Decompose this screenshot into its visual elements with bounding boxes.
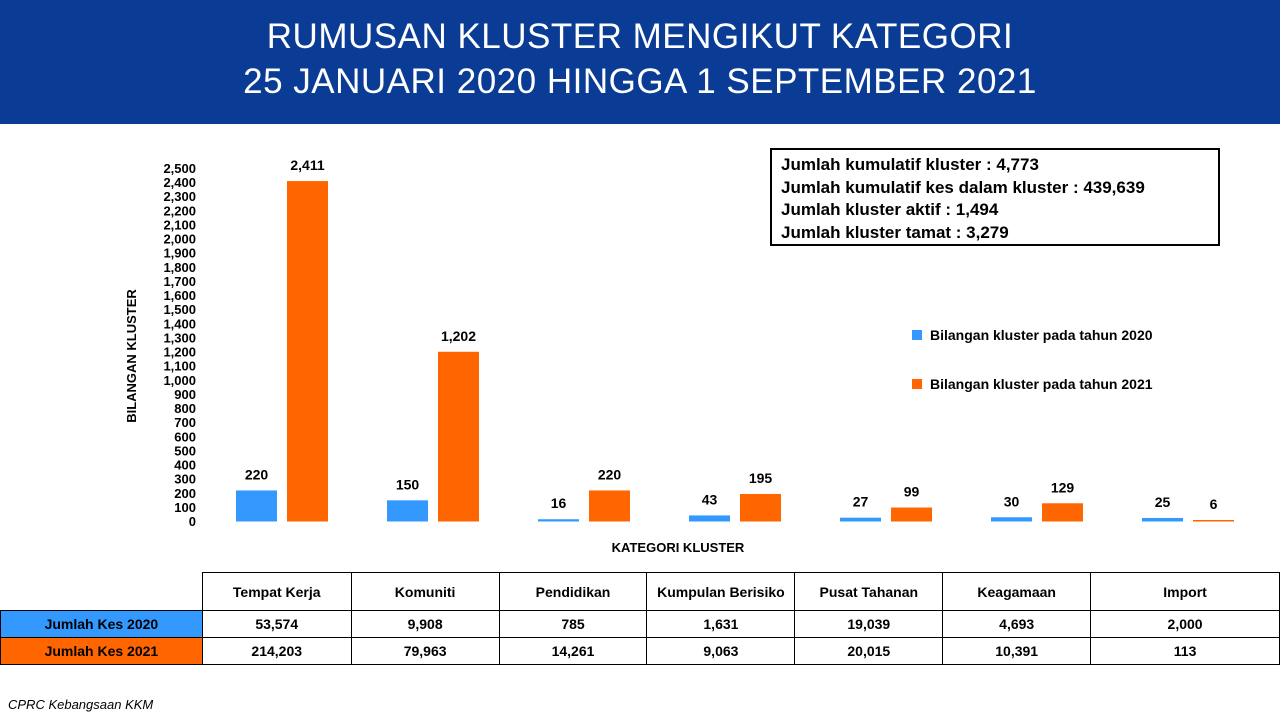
table-cell: 2,000 xyxy=(1091,611,1280,638)
table-cell: 53,574 xyxy=(202,611,351,638)
data-label: 2,411 xyxy=(290,157,325,174)
table-header-cell: Pusat Tahanan xyxy=(795,573,943,611)
y-tick-label: 600 xyxy=(174,429,196,445)
table-header-cell: Keagamaan xyxy=(943,573,1091,611)
data-label: 99 xyxy=(903,483,920,500)
bar-2020 xyxy=(991,517,1032,521)
y-axis-label: BILANGAN KLUSTER xyxy=(124,289,139,423)
y-tick-label: 1,000 xyxy=(163,372,196,388)
table-cell: 79,963 xyxy=(351,638,499,665)
y-tick-label: 400 xyxy=(174,457,196,473)
data-label: 150 xyxy=(395,476,420,493)
bar-2020 xyxy=(689,515,730,521)
y-tick-label: 800 xyxy=(174,401,196,417)
data-label: 6 xyxy=(1209,496,1218,512)
source-note: CPRC Kebangsaan KKM xyxy=(8,697,154,712)
table-cell: 214,203 xyxy=(202,638,351,665)
bar-2020 xyxy=(538,519,579,521)
table-cell: 14,261 xyxy=(499,638,647,665)
legend-label-2021: Bilangan kluster pada tahun 2021 xyxy=(930,376,1153,392)
y-tick-label: 100 xyxy=(174,499,196,515)
summary-ended-clusters: Jumlah kluster tamat : 3,279 xyxy=(781,222,1009,242)
y-tick-label: 700 xyxy=(174,415,196,431)
cases-table xyxy=(0,572,1280,665)
y-tick-label: 1,700 xyxy=(163,273,196,289)
page-title: RUMUSAN KLUSTER MENGIKUT KATEGORI xyxy=(266,17,1014,56)
summary-box xyxy=(770,148,1220,246)
y-tick-label: 1,800 xyxy=(163,259,196,275)
y-tick-label: 1,400 xyxy=(163,316,196,332)
data-label: 27 xyxy=(852,493,869,510)
y-tick-label: 2,100 xyxy=(163,217,196,233)
table-cell: 1,631 xyxy=(647,611,795,638)
y-tick-label: 2,500 xyxy=(163,161,196,176)
y-tick-label: 200 xyxy=(174,485,196,501)
data-label: 30 xyxy=(1003,493,1020,510)
row-label-2021: Jumlah Kes 2021 xyxy=(1,638,203,665)
y-tick-label: 2,400 xyxy=(163,175,196,191)
table-cell: 10,391 xyxy=(943,638,1091,665)
bar-2020 xyxy=(236,490,277,521)
summary-cumulative-clusters: Jumlah kumulatif kluster : 4,773 xyxy=(781,155,1039,174)
data-label: 195 xyxy=(748,469,773,486)
data-label: 220 xyxy=(597,466,622,483)
table-row-2021 xyxy=(1,638,1280,665)
table-row-2020 xyxy=(1,611,1280,638)
table-header-row xyxy=(1,573,1280,611)
y-tick-label: 2,200 xyxy=(163,203,196,219)
y-tick-label: 1,100 xyxy=(163,358,196,374)
y-tick-label: 2,300 xyxy=(163,189,196,205)
legend-swatch-2021 xyxy=(912,379,922,389)
table-cell: 113 xyxy=(1091,638,1280,665)
bar-2020 xyxy=(840,518,881,522)
table-header-cell: Tempat Kerja xyxy=(202,573,351,611)
y-tick-label: 2,000 xyxy=(163,231,196,247)
summary-cumulative-cases: Jumlah kumulatif kes dalam kluster : 439,639 xyxy=(781,177,1145,197)
legend-item-2021 xyxy=(912,376,1153,392)
bar-2021 xyxy=(589,490,630,521)
y-tick-label: 1,900 xyxy=(163,245,196,261)
y-tick-label: 1,300 xyxy=(163,330,196,346)
bar-2021 xyxy=(740,494,781,522)
table-header-cell: Komuniti xyxy=(351,573,499,611)
legend-item-2020 xyxy=(912,327,1153,343)
summary-active-clusters: Jumlah kluster aktif : 1,494 xyxy=(781,200,999,219)
y-tick-label: 0 xyxy=(188,514,196,529)
table-cell: 20,015 xyxy=(795,638,943,665)
y-tick-label: 500 xyxy=(174,443,196,459)
table-header-cell: Pendidikan xyxy=(499,573,647,611)
row-label-2020: Jumlah Kes 2020 xyxy=(1,611,203,638)
bar-2020 xyxy=(387,500,428,521)
legend-label-2020: Bilangan kluster pada tahun 2020 xyxy=(930,327,1153,343)
table-corner xyxy=(1,573,203,611)
bar-2020 xyxy=(1142,518,1183,522)
data-label: 43 xyxy=(701,491,718,508)
bar-2021 xyxy=(287,181,328,521)
header-banner xyxy=(0,0,1280,124)
table-cell: 785 xyxy=(499,611,647,638)
bar-2021 xyxy=(1042,503,1083,521)
table-cell: 4,693 xyxy=(943,611,1091,638)
x-axis-label: KATEGORI KLUSTER xyxy=(611,540,745,555)
data-label: 220 xyxy=(244,466,269,483)
y-tick-label: 1,500 xyxy=(163,302,196,318)
y-tick-label: 1,600 xyxy=(163,288,196,304)
table-cell: 19,039 xyxy=(795,611,943,638)
table-cell: 9,063 xyxy=(647,638,795,665)
legend-swatch-2020 xyxy=(912,330,922,340)
table-header-cell: Kumpulan Berisiko xyxy=(647,573,795,611)
data-label: 25 xyxy=(1154,493,1171,510)
bar-2021 xyxy=(438,352,479,522)
y-tick-label: 900 xyxy=(174,386,196,402)
data-label: 1,202 xyxy=(440,327,477,344)
bar-2021 xyxy=(891,508,932,522)
data-label: 16 xyxy=(550,495,567,512)
page-subtitle: 25 JANUARI 2020 HINGGA 1 SEPTEMBER 2021 xyxy=(243,62,1037,101)
table-cell: 9,908 xyxy=(351,611,499,638)
table-header-cell: Import xyxy=(1091,573,1280,611)
y-tick-label: 300 xyxy=(174,471,196,487)
data-label: 129 xyxy=(1050,479,1075,496)
y-tick-label: 1,200 xyxy=(163,344,196,360)
bar-2021 xyxy=(1193,520,1234,522)
